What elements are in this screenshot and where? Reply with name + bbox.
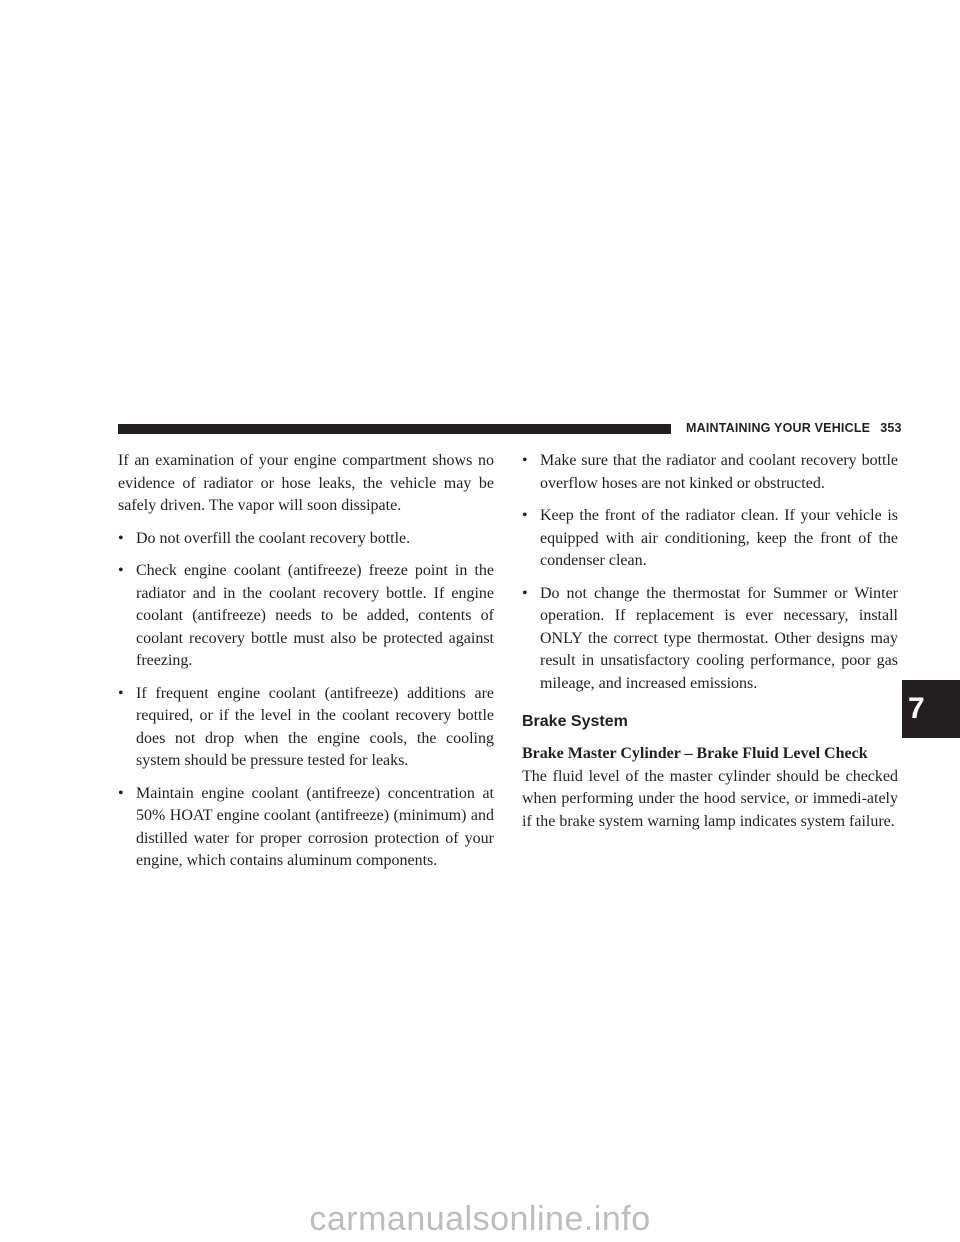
intro-paragraph: If an examination of your engine compartment shows no evidence of radiator or hose leaks, the vehicle may be safely driven. The vapor will soon dissipate. <box>118 452 494 514</box>
list-item-text: Maintain engine coolant (antifreeze) concentration at 50% HOAT engine coolant (antifreeze) (minimum) and distilled water for proper corrosion protection of your engine, which contains aluminum components. <box>136 784 494 869</box>
list-item <box>522 505 898 573</box>
watermark: carmanualsonline.info <box>309 1200 651 1238</box>
chapter-tab: 7 <box>902 680 960 738</box>
list-item-text: Do not change the thermostat for Summer or Winter operation. If replacement is ever necessary, install ONLY the correct type thermostat. Other designs may result in unsatisfactory cooling performance, poor gas mileage, and increased emissions. <box>540 584 898 692</box>
section-title: MAINTAINING YOUR VEHICLE <box>686 421 871 435</box>
left-column <box>118 450 494 883</box>
bullet-icon: • <box>522 452 528 469</box>
list-item-text: If frequent engine coolant (antifreeze) additions are required, or if the level in the coolant recovery bottle does not drop when the engine cools, the cooling system should be pressure tested for leaks. <box>136 684 494 769</box>
list-item-text: Make sure that the radiator and coolant recovery bottle overflow hoses are not kinked or obstructed. <box>540 452 898 492</box>
page-number: 353 <box>880 421 902 435</box>
right-column <box>522 450 898 843</box>
brake-fluid-paragraph: The fluid level of the master cylinder should be checked when performing under the hood service, or immedi-ately if the brake system warning lamp indicates system failure. <box>522 767 898 830</box>
list-item <box>522 583 898 696</box>
bullet-icon: • <box>118 562 124 579</box>
list-item <box>522 450 898 495</box>
bullet-icon: • <box>118 529 124 547</box>
header-rule <box>118 424 671 434</box>
bullet-icon: • <box>118 684 124 702</box>
running-header <box>686 421 902 435</box>
bullet-icon: • <box>522 584 528 602</box>
list-item-text: Keep the front of the radiator clean. If your vehicle is equipped with air conditioning, keep the front of the condenser clean. <box>540 507 898 569</box>
list-item-text: Do not overfill the coolant recovery bottle. <box>136 529 411 547</box>
list-item <box>118 560 494 673</box>
subheading: Brake Master Cylinder – Brake Fluid Level Check <box>522 745 868 762</box>
list-item-text: Check engine coolant (antifreeze) freeze point in the radiator and in the coolant recovery bottle. If engine coolant (antifreeze) needs to be added, contents of coolant recovery bottle must also be protected against freezing. <box>136 562 494 669</box>
list-item <box>118 683 494 773</box>
bullet-icon: • <box>522 507 528 524</box>
bullet-icon: • <box>118 784 124 802</box>
list-item <box>118 783 494 873</box>
section-heading: Brake System <box>522 713 628 730</box>
list-item <box>118 528 494 551</box>
